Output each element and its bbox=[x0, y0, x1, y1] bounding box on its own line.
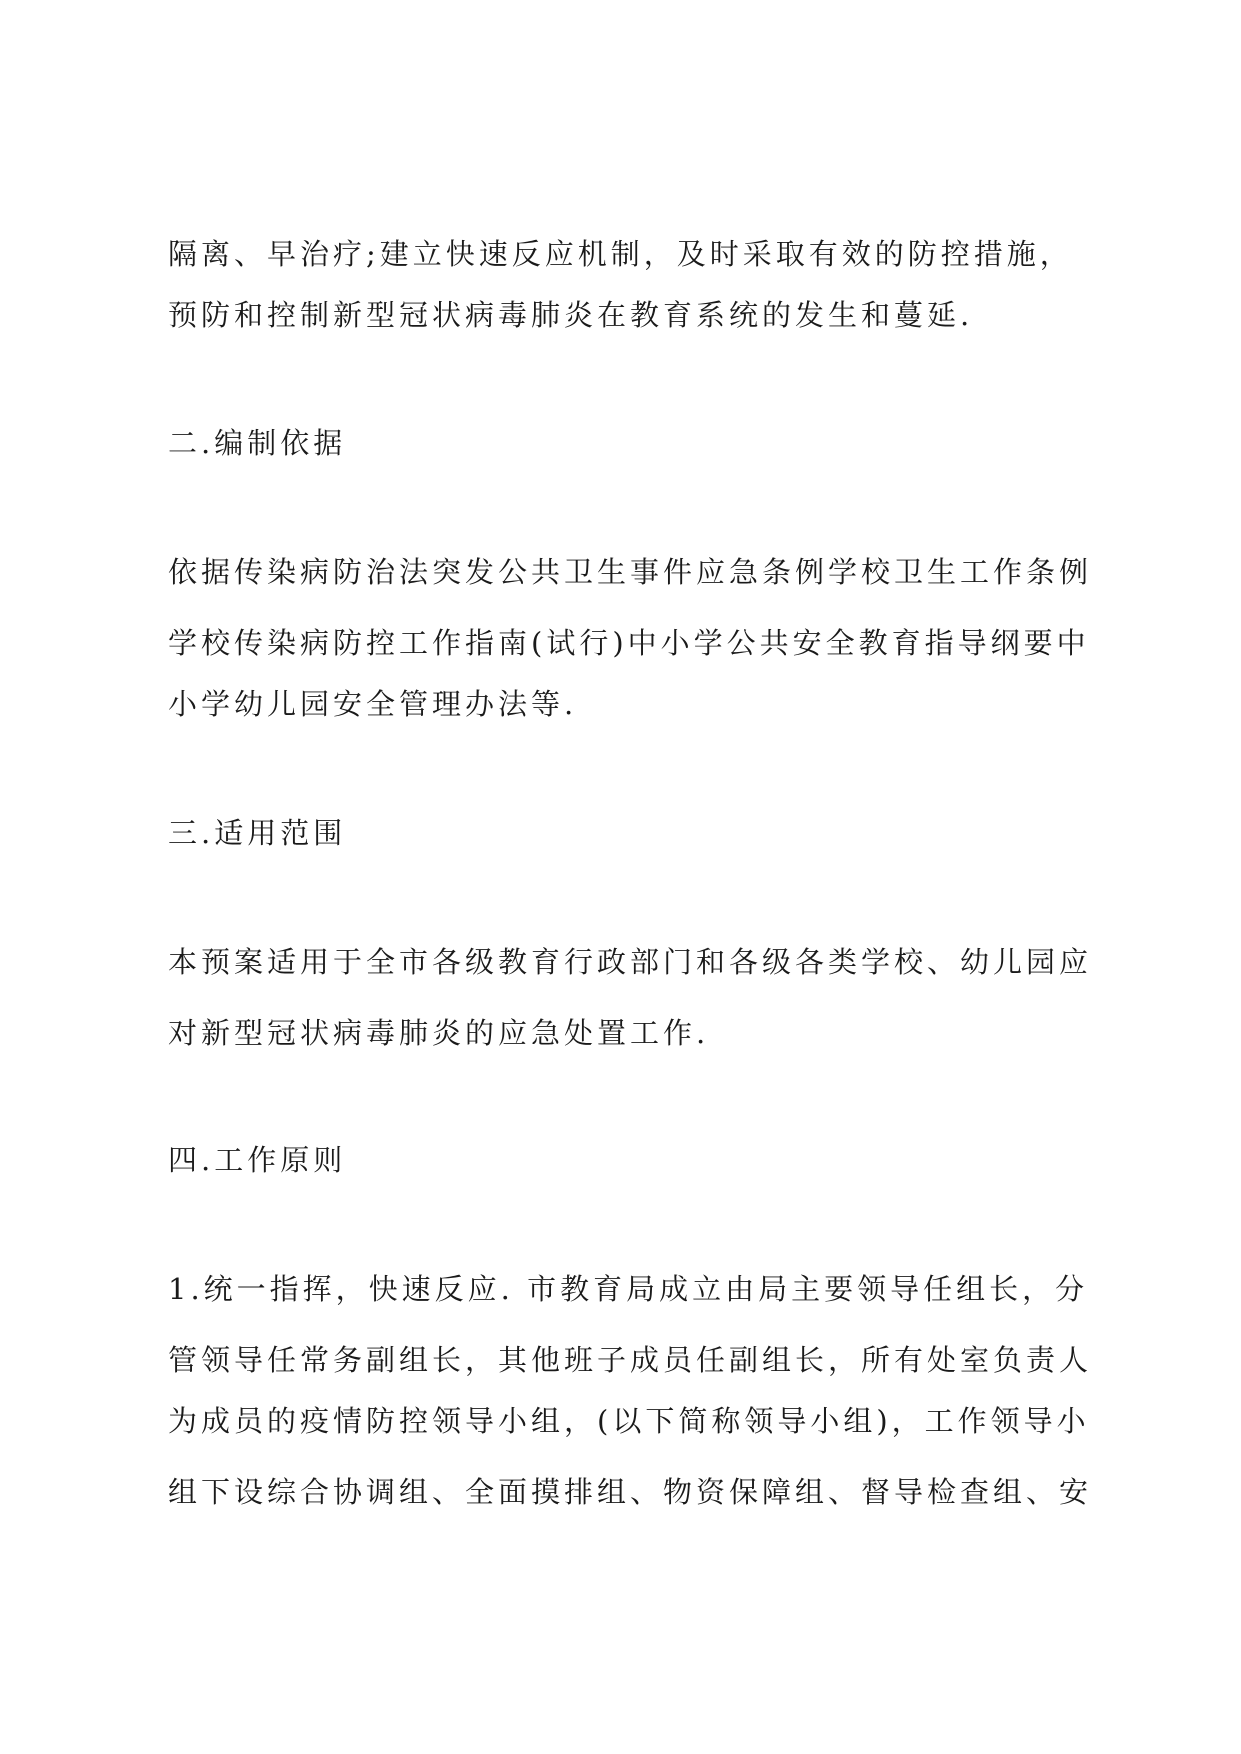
paragraph-line: 对新型冠状病毒肺炎的应急处置工作. bbox=[168, 1016, 710, 1050]
section-heading: 二.编制依据 bbox=[168, 426, 347, 460]
paragraph-line: 管领导任常务副组长，其他班子成员任副组长，所有处室负责人 bbox=[168, 1343, 1093, 1377]
paragraph-line: 1.统一指挥，快速反应. 市教育局成立由局主要领导任组长，分 bbox=[168, 1272, 1089, 1306]
paragraph-line: 隔离、早治疗;建立快速反应机制，及时采取有效的防控措施， bbox=[168, 237, 1073, 271]
paragraph-line: 为成员的疫情防控领导小组，(以下简称领导小组)，工作领导小 bbox=[168, 1404, 1090, 1438]
section-heading: 四.工作原则 bbox=[168, 1143, 347, 1177]
paragraph-line: 本预案适用于全市各级教育行政部门和各级各类学校、幼儿园应 bbox=[168, 945, 1093, 979]
paragraph-line: 组下设综合协调组、全面摸排组、物资保障组、督导检查组、安 bbox=[168, 1475, 1093, 1509]
paragraph-line: 小学幼儿园安全管理办法等. bbox=[168, 687, 578, 721]
paragraph-line: 预防和控制新型冠状病毒肺炎在教育系统的发生和蔓延. bbox=[168, 298, 974, 332]
paragraph-line: 依据传染病防治法突发公共卫生事件应急条例学校卫生工作条例 bbox=[168, 555, 1093, 589]
section-heading: 三.适用范围 bbox=[168, 816, 347, 850]
paragraph-line: 学校传染病防控工作指南(试行)中小学公共安全教育指导纲要中 bbox=[168, 626, 1090, 660]
